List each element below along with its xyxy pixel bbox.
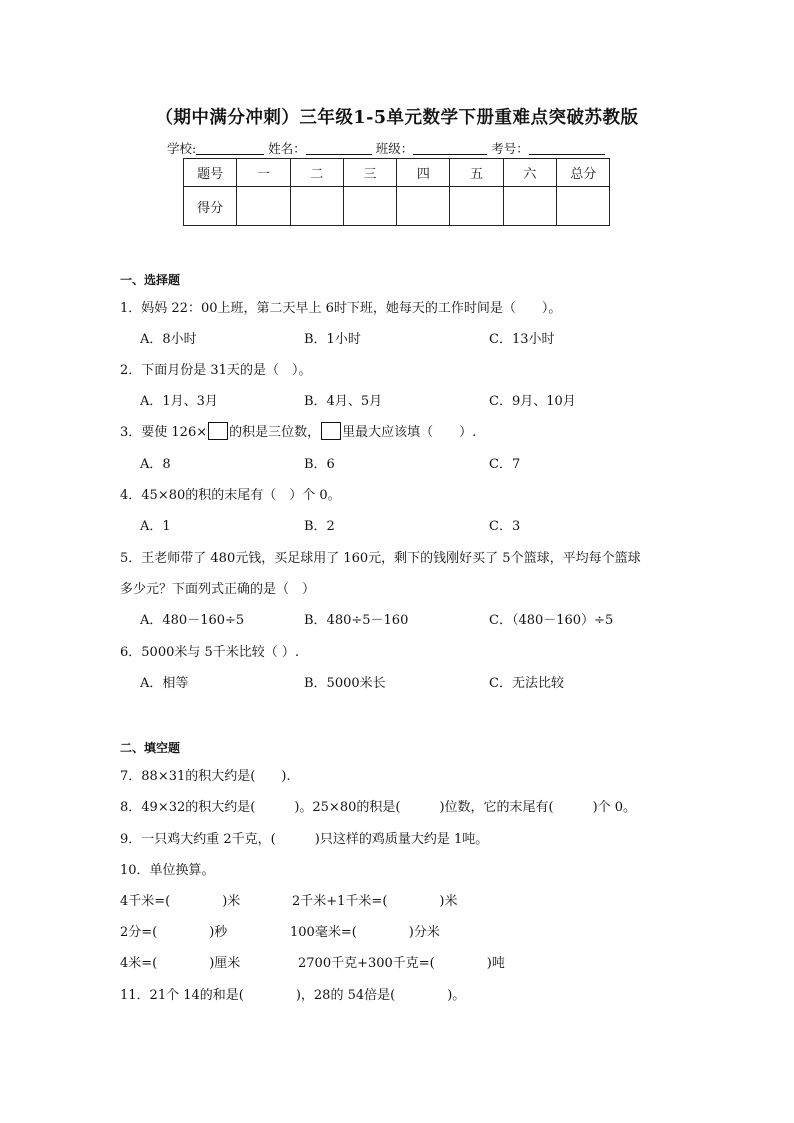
question-7: 7．88×31的积大约是( ). bbox=[120, 769, 291, 784]
class-label: 班级： bbox=[375, 141, 414, 156]
exam-no-label: 考号： bbox=[491, 141, 529, 156]
option-a[interactable]: A．480－160÷5 bbox=[140, 613, 245, 628]
score-cell[interactable] bbox=[397, 187, 450, 226]
section-heading-choice: 一、选择题 bbox=[120, 273, 181, 287]
question-5-continued: 多少元？下面列式正确的是（ ） bbox=[120, 582, 316, 597]
blank-box bbox=[321, 422, 341, 440]
score-cell[interactable] bbox=[557, 187, 610, 226]
option-c[interactable]: C．（480－160）÷5 bbox=[489, 613, 614, 628]
score-cell[interactable] bbox=[343, 187, 396, 226]
conversion-item: 2千米+1千米=( )米 bbox=[292, 894, 458, 909]
option-b[interactable]: B．2 bbox=[304, 519, 335, 534]
option-c[interactable]: C．3 bbox=[489, 519, 521, 534]
question-2: 2．下面月份是 31天的是（ ）。 bbox=[120, 363, 312, 378]
score-header-cell: 二 bbox=[290, 159, 343, 187]
question-1: 1．妈妈 22：00上班，第二天早上 6时下班，她每天的工作时间是（ ）。 bbox=[120, 301, 562, 316]
student-info-line bbox=[167, 139, 637, 157]
unit-conversion-row bbox=[120, 952, 505, 971]
score-header-cell: 总分 bbox=[557, 159, 610, 187]
question-4: 4．45×80的积的末尾有（ ）个 0。 bbox=[120, 488, 341, 503]
option-a[interactable]: A．1 bbox=[140, 519, 171, 534]
question-3-part-c: 里最大应该填（ ）. bbox=[342, 425, 477, 440]
question-5: 5．王老师带了 480元钱，买足球用了 160元，剩下的钱刚好买了 5个篮球，平均每个篮球 bbox=[120, 551, 641, 566]
option-b[interactable]: B．4月、5月 bbox=[304, 394, 383, 409]
score-header-cell: 题号 bbox=[184, 159, 237, 187]
score-header-cell: 五 bbox=[450, 159, 503, 187]
option-b[interactable]: B．480÷5－160 bbox=[304, 613, 409, 628]
option-b[interactable]: B．6 bbox=[304, 457, 335, 472]
conversion-item: 4米=( )厘米 bbox=[120, 956, 241, 971]
question-6: 6．5000米与 5千米比较（ ）. bbox=[120, 645, 300, 660]
name-blank[interactable] bbox=[306, 142, 372, 155]
question-3-part-a: 3．要使 126× bbox=[120, 425, 208, 440]
option-c[interactable]: C．13小时 bbox=[489, 332, 555, 347]
option-a[interactable]: A．相等 bbox=[140, 676, 189, 691]
question-11: 11．21个 14的和是( )，28的 54倍是( )。 bbox=[120, 988, 466, 1003]
score-cell[interactable] bbox=[450, 187, 503, 226]
option-c[interactable]: C．7 bbox=[489, 457, 521, 472]
question-10: 10．单位换算。 bbox=[120, 863, 215, 878]
unit-conversion-row bbox=[120, 921, 440, 940]
option-a[interactable]: A．1月、3月 bbox=[140, 394, 218, 409]
page-title: （期中满分冲刺）三年级1-5单元数学下册重难点突破苏教版 bbox=[155, 108, 639, 128]
option-b[interactable]: B．1小时 bbox=[304, 332, 361, 347]
option-a[interactable]: A．8小时 bbox=[140, 332, 197, 347]
question-3-part-b: 的积是三位数， bbox=[229, 425, 321, 440]
exam-no-blank[interactable] bbox=[529, 142, 605, 155]
blank-box bbox=[208, 422, 228, 440]
score-header-cell: 四 bbox=[397, 159, 450, 187]
question-3 bbox=[120, 421, 476, 440]
score-header-cell: 六 bbox=[503, 159, 556, 187]
score-header-cell: 三 bbox=[343, 159, 396, 187]
score-row-label: 得分 bbox=[184, 187, 237, 226]
class-blank[interactable] bbox=[413, 142, 487, 155]
option-a[interactable]: A．8 bbox=[140, 457, 171, 472]
conversion-item: 100毫米=( )分米 bbox=[290, 925, 440, 940]
conversion-item: 2700千克+300千克=( )吨 bbox=[298, 956, 505, 971]
score-header-cell: 一 bbox=[237, 159, 290, 187]
score-cell[interactable] bbox=[290, 187, 343, 226]
unit-conversion-row bbox=[120, 890, 458, 909]
option-b[interactable]: B．5000米长 bbox=[304, 676, 386, 691]
question-9: 9．一只鸡大约重 2千克，( )只这样的鸡质量大约是 1吨。 bbox=[120, 832, 489, 847]
conversion-item: 4千米=( )米 bbox=[120, 894, 241, 909]
name-label: 姓名： bbox=[268, 141, 306, 156]
score-table-score-row bbox=[184, 187, 610, 226]
option-c[interactable]: C．9月、10月 bbox=[489, 394, 576, 409]
school-blank[interactable] bbox=[196, 142, 264, 155]
section-heading-fill-blank: 二、填空题 bbox=[120, 741, 181, 755]
option-c[interactable]: C．无法比较 bbox=[489, 676, 564, 691]
score-cell[interactable] bbox=[503, 187, 556, 226]
school-label: 学校: bbox=[167, 141, 197, 156]
score-cell[interactable] bbox=[237, 187, 290, 226]
question-8: 8．49×32的积大约是( )。25×80的积是( )位数，它的末尾有( )个 0。 bbox=[120, 800, 637, 815]
conversion-item: 2分=( )秒 bbox=[120, 925, 228, 940]
score-table-header-row bbox=[184, 159, 610, 187]
score-table bbox=[183, 158, 610, 226]
